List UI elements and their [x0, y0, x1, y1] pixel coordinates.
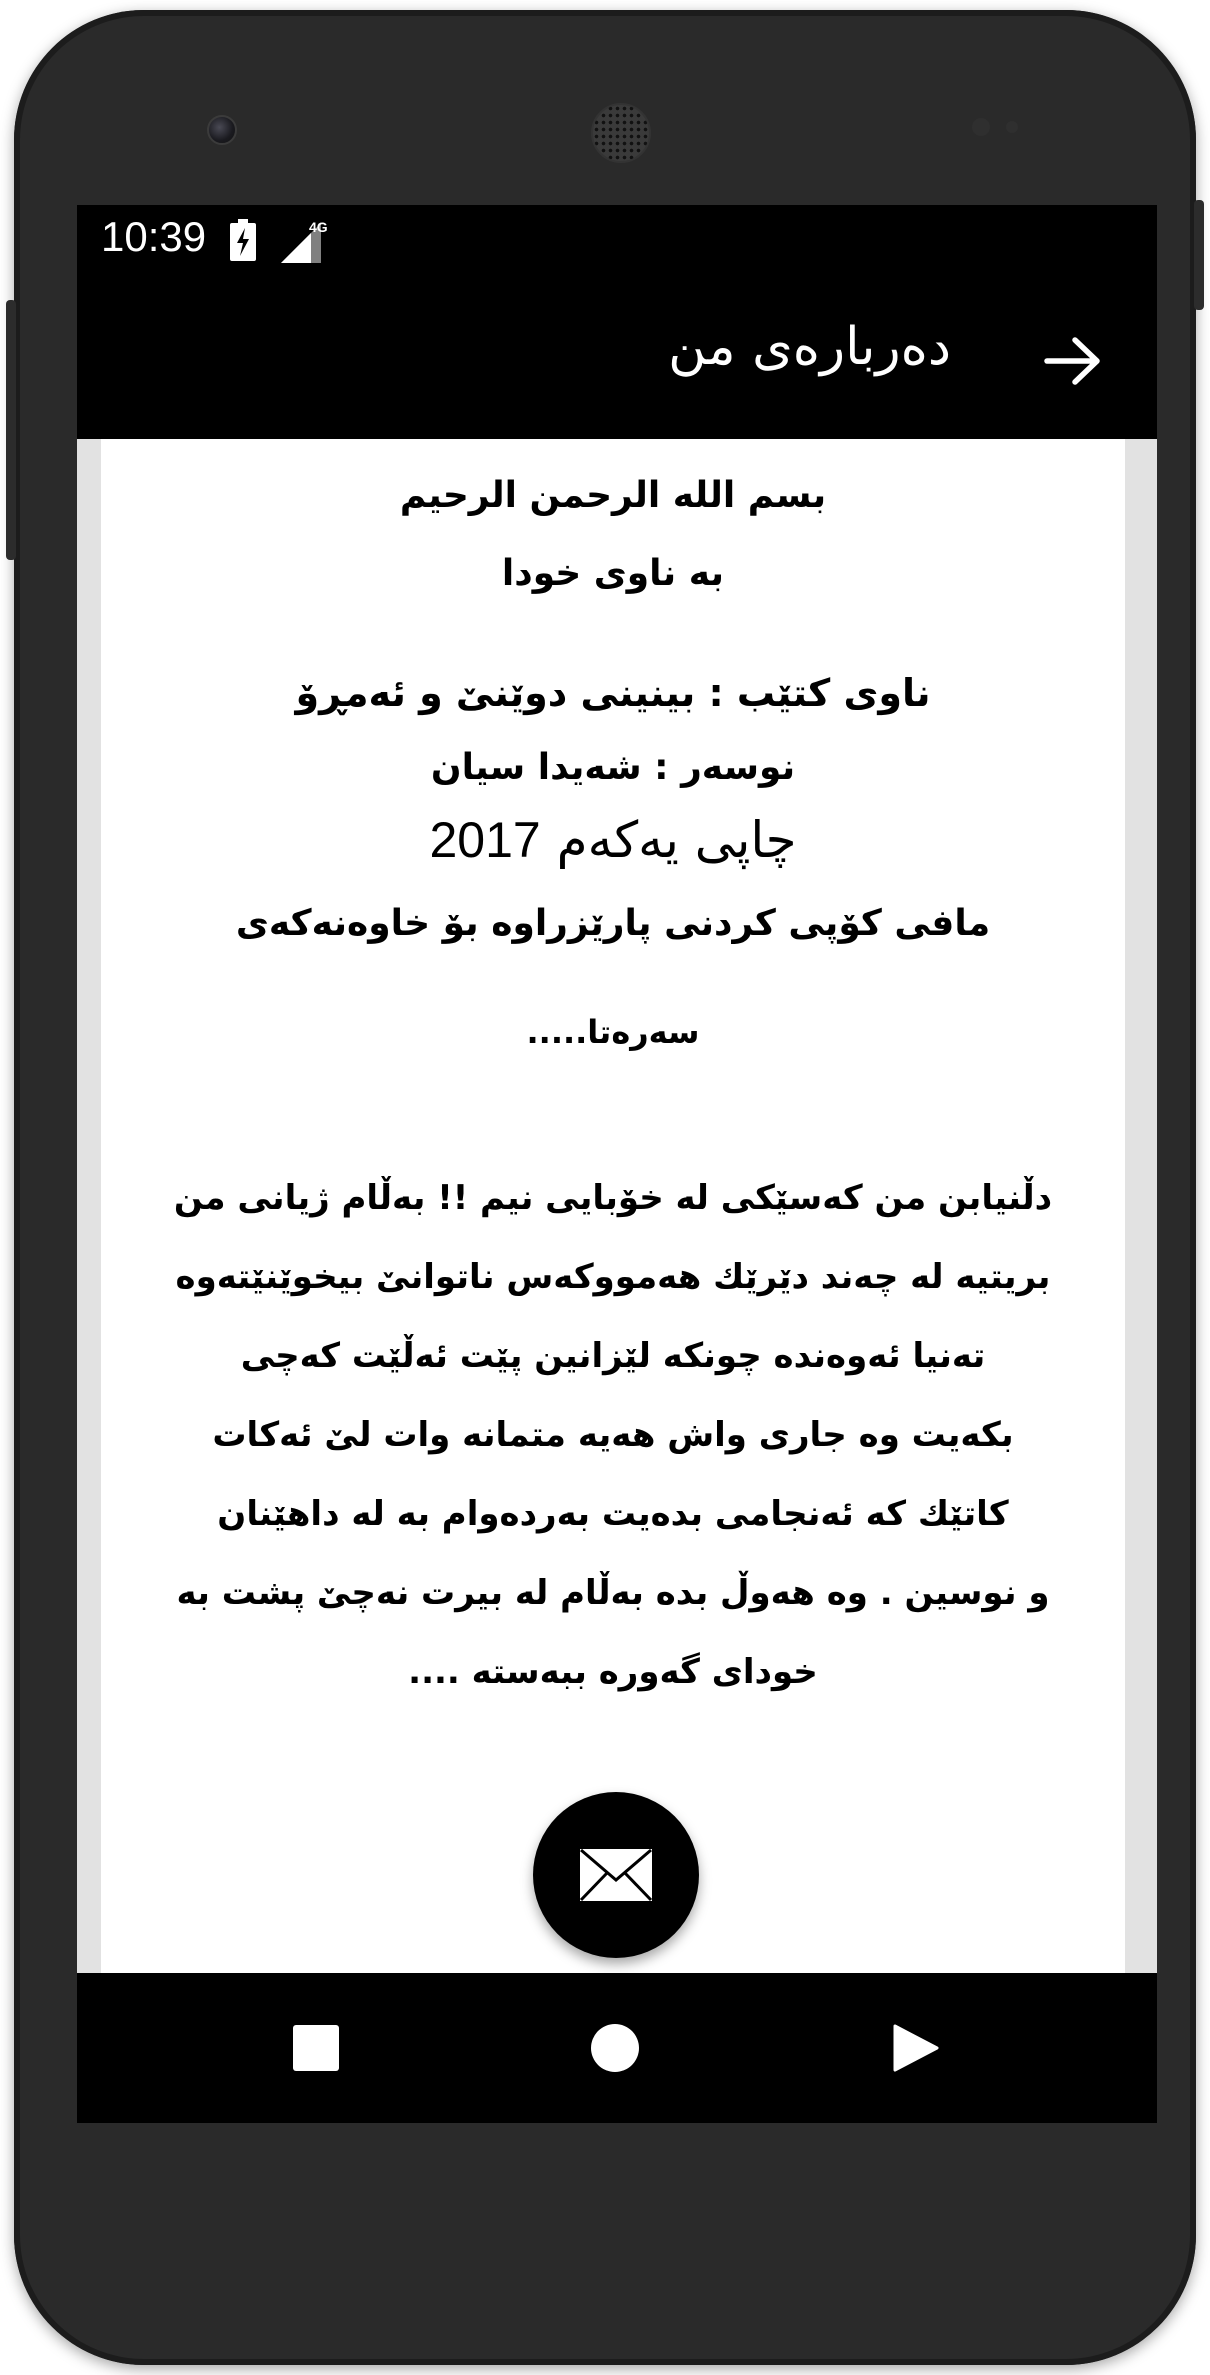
- paragraph-line: بریتیە لە چەند دێرێك هەمووکەس ناتوانێ بیخوێنێتەوە: [175, 1257, 1051, 1297]
- signal-icon: [281, 218, 341, 263]
- paragraph-line: دڵنیابن من کەسێکی لە خۆبایی نیم !! بەڵام ژیانی من: [173, 1178, 1053, 1218]
- phone-frame: [14, 10, 1196, 2365]
- nav-back-button[interactable]: [871, 2003, 961, 2093]
- paragraph-line: تەنیا ئەوەندە چونکە لێزانین پێت ئەڵێت کەچی: [240, 1336, 986, 1376]
- copyright-text: مافی کۆپی کردنی پارێزراوە بۆ خاوەنەکەی: [235, 903, 991, 944]
- app-toolbar: [77, 287, 1157, 439]
- book-title-text: ناوی کتێب : بینینی دوێنێ و ئەمڕۆ: [295, 671, 931, 715]
- back-triangle-icon: [893, 2024, 939, 2072]
- edition-label: چاپی یەکەم: [556, 811, 797, 869]
- intro-paragraph: [141, 1159, 1085, 1712]
- envelope-icon: [579, 1848, 653, 1902]
- recents-button[interactable]: [271, 2003, 361, 2093]
- screen: [77, 205, 1157, 2123]
- paragraph-line: بکەیت وە جاری واش هەیە متمانە وات لێ ئەکات: [212, 1415, 1014, 1455]
- content-area[interactable]: [77, 439, 1157, 1973]
- edition-line: [101, 811, 1125, 869]
- system-nav-bar: [77, 1973, 1157, 2123]
- home-circle-icon: [590, 2023, 640, 2073]
- recents-square-icon: [293, 2025, 339, 2071]
- status-time: 10:39: [101, 213, 207, 260]
- status-bar: [77, 205, 1157, 287]
- home-button[interactable]: [570, 2003, 660, 2093]
- back-button[interactable]: [1033, 321, 1113, 401]
- front-camera: [207, 115, 237, 145]
- about-card: [101, 439, 1125, 1973]
- earpiece-speaker: [591, 103, 651, 163]
- in-gods-name-text: بە ناوی خودا: [501, 553, 725, 594]
- edition-year: 2017: [429, 812, 541, 868]
- power-button: [1194, 200, 1204, 310]
- network-type-label: 4G: [309, 219, 328, 235]
- proximity-sensor: [972, 118, 990, 136]
- basmala-text: بسم الله الرحمن الرحيم: [399, 475, 827, 516]
- battery-charging-icon: [230, 219, 256, 261]
- intro-heading: سەرەتا.....: [526, 1013, 700, 1051]
- author-text: نوسەر : شەیدا سیان: [430, 747, 796, 788]
- email-fab-button[interactable]: [533, 1792, 699, 1958]
- volume-button: [6, 300, 16, 560]
- light-sensor: [1006, 121, 1018, 133]
- page-title: دەربارەی من: [668, 317, 951, 377]
- arrow-back-icon: [1043, 336, 1103, 386]
- paragraph-line: کاتێك کە ئەنجامی بدەیت بەردەوام بە لە داهێنان: [217, 1494, 1009, 1534]
- paragraph-line: و نوسین . وە هەوڵ بدە بەڵام لە بیرت نەچێ پشت بە: [176, 1573, 1050, 1613]
- paragraph-line: خودای گەورە ببەستە ....: [408, 1652, 818, 1692]
